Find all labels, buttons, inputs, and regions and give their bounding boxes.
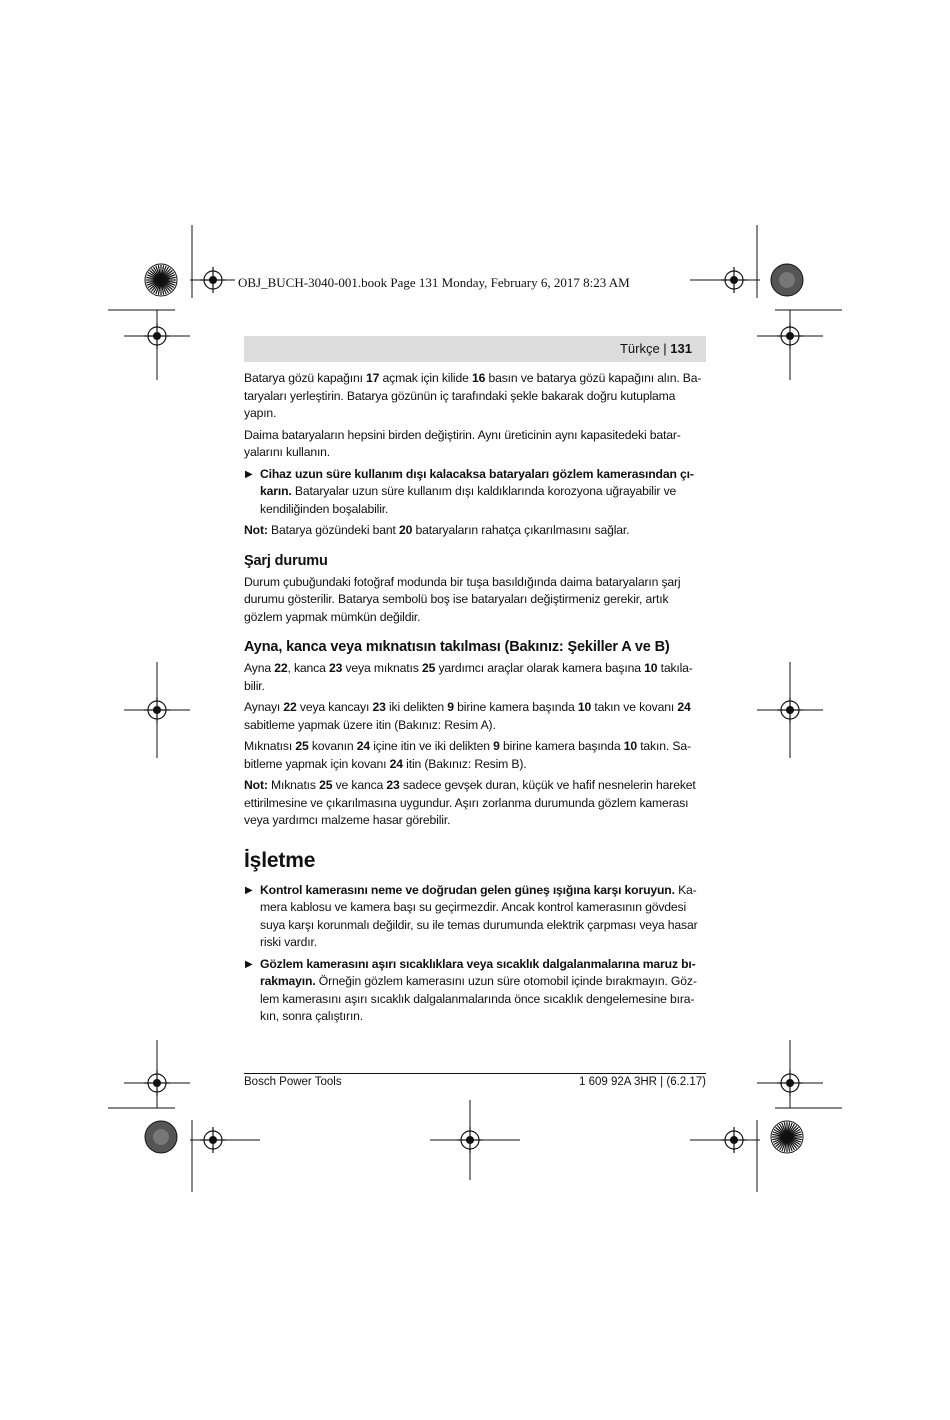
page-content — [244, 370, 706, 1030]
paragraph-battery-replace: Daima bataryaların hepsini birden değiştirin. Aynı üreticinin aynı kapasitedeki batar-yalarını kullanın. — [244, 427, 681, 459]
heading-operation: İşletme — [244, 848, 316, 872]
note-magnet-hook: Not: Mıknatıs 25 ve kanca 23 sadece gevşek duran, küçük ve hafif nesnelerin hareket ettirilmesine ve çıkarılmasına uygundur. Aşırı zorlanma durumunda gözlem kamerası veya yardımcı malzeme hasar görebilir. — [244, 778, 696, 827]
bullet-arrow-icon: ▶ — [245, 468, 253, 480]
bullet-remove-batteries: ▶ Cihaz uzun süre kullanım dışı kalacaksa bataryaları gözlem kamerasından çı-karın. Bataryalar uzun süre kullanım dışı kaldıklarında korozyona uğrayabilir ve kendiliğinden boşalabilir. — [245, 466, 694, 516]
heading-attachments: Ayna, kanca veya mıknatısın takılması (Bakınız: Şekiller A ve B) — [244, 639, 670, 655]
print-header: OBJ_BUCH-3040-001.book Page 131 Monday, February 6, 2017 8:23 AM — [238, 275, 630, 290]
footer-doc-number: 1 609 92A 3HR | (6.2.17) — [578, 1076, 706, 1088]
paragraph-mirror-hook: Aynayı 22 veya kancayı 23 iki delikten 9 birine kamera başında 10 takın ve kovanı 24 sabitleme yapmak üzere itin (Bakınız: Resim A). — [244, 700, 691, 732]
footer-brand: Bosch Power Tools — [244, 1076, 342, 1088]
bullet-arrow-icon: ▶ — [245, 958, 253, 970]
bullet-temperature: ▶ Gözlem kamerasını aşırı sıcaklıklara veya sıcaklık dalgalanmalarına maruz bı-rakmayın. Örneğin gözlem kamerasını uzun süre otomobil içinde bırakmayın. Göz-lem kamerasını aşırı sıcaklık dalgalanmalarında önce sıcaklık dengelemesine bıra-kın, sonra çalıştırın. — [245, 956, 697, 1023]
paragraph-charge-status: Durum çubuğundaki fotoğraf modunda bir tuşa basıldığında daima bataryaların şarj durumu gösterilir. Batarya sembolü boş ise bataryaları değiştirmeniz gerekir, artık gözlem yapmak mümkün değildir. — [244, 574, 681, 624]
page-number: 131 — [670, 341, 692, 356]
bullet-protect-moisture: ▶ Kontrol kamerasını neme ve doğrudan gelen güneş ışığına karşı koruyun. Ka-mera kablosu ve kamera başı su geçirmezdir. Ancak kontrol kamerasının gövdesi suya karşı korunmalı değildir, su ile temas durumunda elektrik çarpması veya hasar riski vardır. — [245, 882, 698, 949]
language-label: Türkçe — [619, 341, 660, 356]
heading-charge-status: Şarj durumu — [244, 552, 328, 569]
footer-rule — [244, 1073, 706, 1074]
page-label — [620, 341, 692, 356]
paragraph-magnet: Mıknatısı 25 kovanın 24 içine itin ve iki delikten 9 birine kamera başında 10 takın. Sa-bitleme yapmak için kovanı 24 itin (Bakınız: Resim B). — [244, 739, 691, 771]
paragraph-battery-insert: Batarya gözü kapağını 17 açmak için kilide 16 basın ve batarya gözü kapağını alın. Ba-taryaları yerleştirin. Batarya gözünün iç tarafındaki şekle bakarak doğru kutuplama yapın. — [244, 371, 702, 420]
paragraph-attachments-intro: Ayna 22, kanca 23 veya mıknatıs 25 yardımcı araçlar olarak kamera başına 10 takıla-bilir. — [244, 661, 693, 693]
language-header-bar — [244, 336, 706, 362]
separator: | — [659, 341, 671, 356]
bullet-arrow-icon: ▶ — [245, 884, 253, 896]
note-battery-band: Not: Batarya gözündeki bant 20 bataryaların rahatça çıkarılmasını sağlar. — [244, 523, 630, 537]
